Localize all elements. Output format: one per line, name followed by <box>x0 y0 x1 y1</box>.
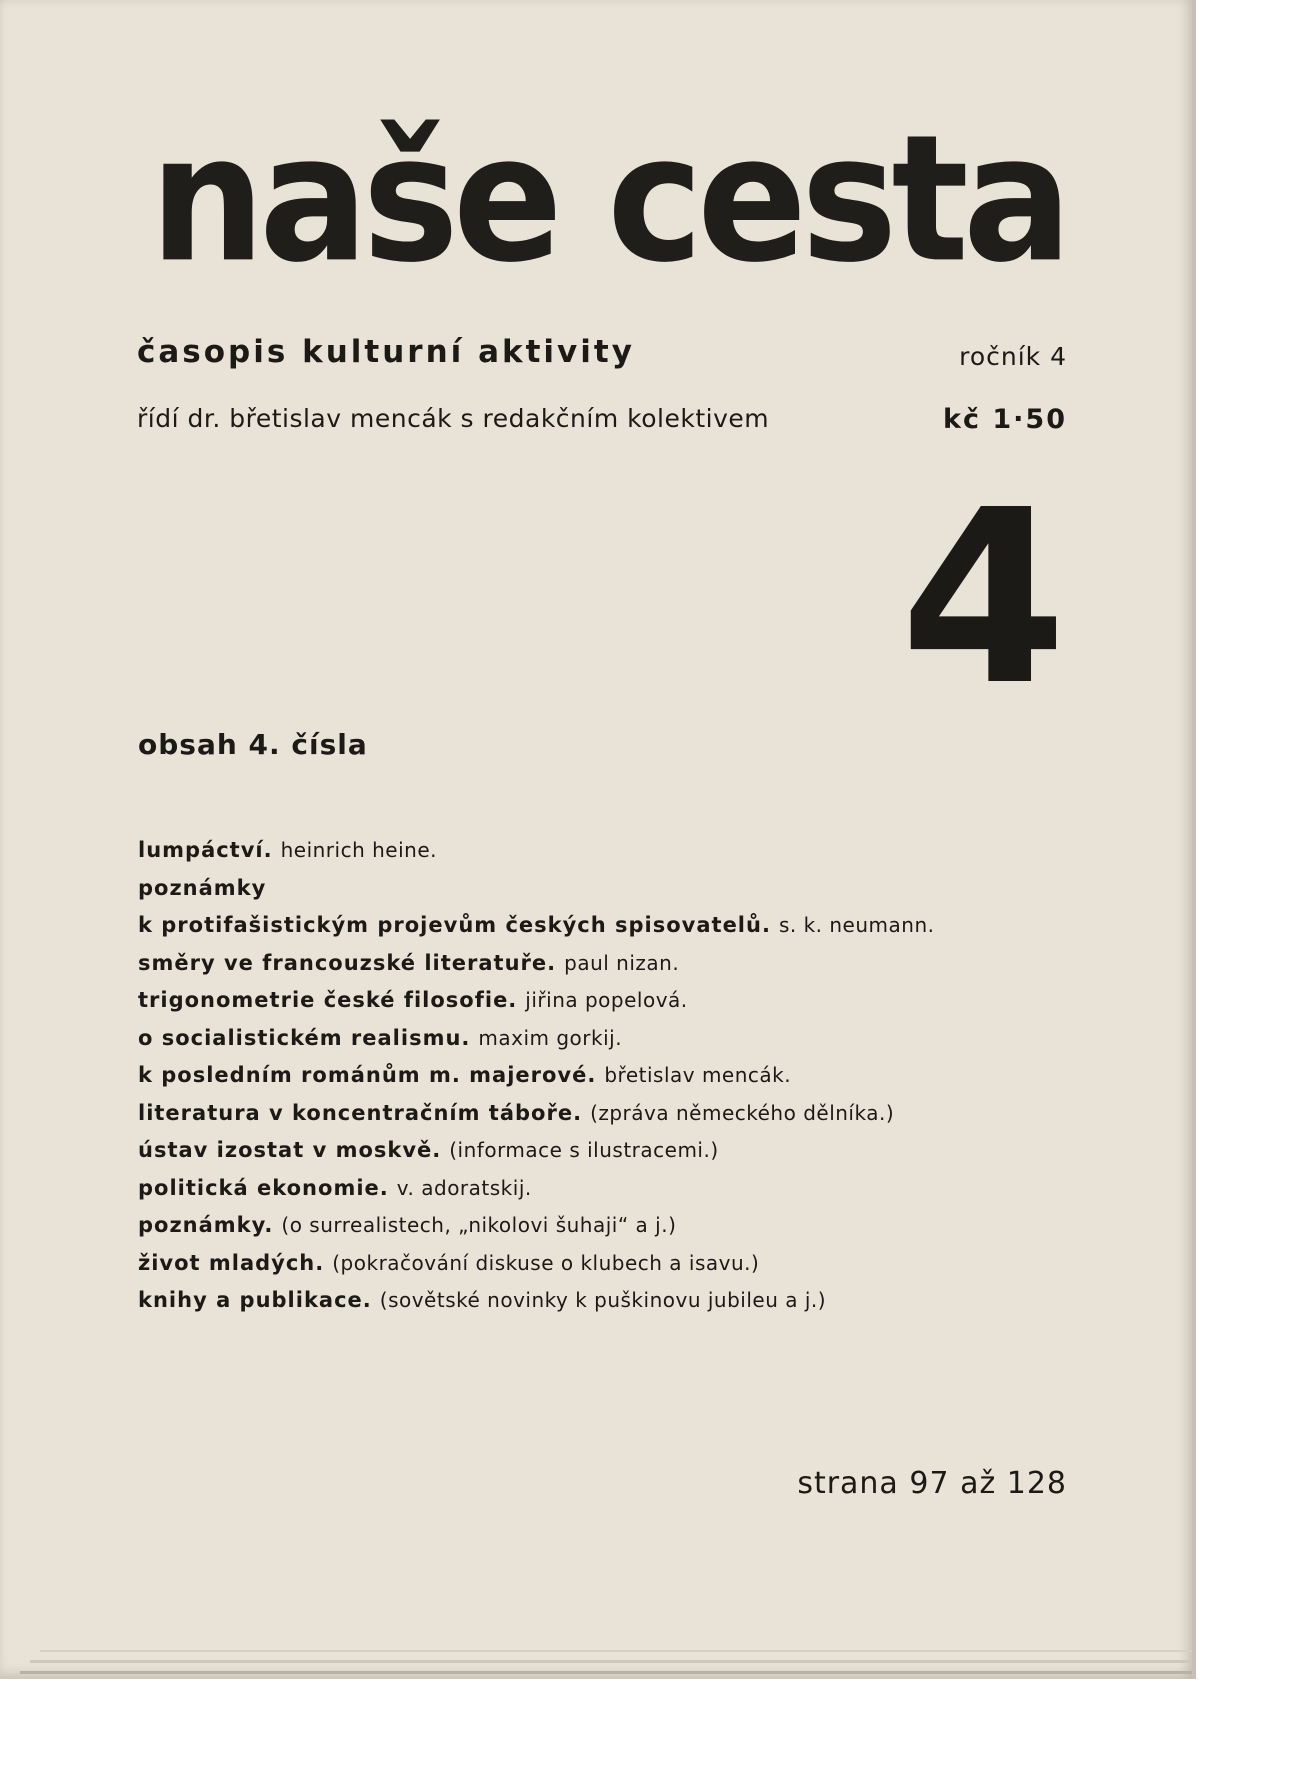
toc-item <box>138 907 934 945</box>
toc-title: k protifašistickým projevům českých spisovatelů. <box>138 913 771 937</box>
toc-item <box>138 832 934 870</box>
toc-author: paul nizan. <box>564 950 680 975</box>
toc-title: poznámky. <box>138 1213 274 1237</box>
magazine-subtitle: časopis kulturní aktivity <box>137 334 635 370</box>
toc-title: ústav izostat v moskvě. <box>138 1138 442 1162</box>
volume-label: ročník 4 <box>959 342 1067 371</box>
toc-author: v. adoratskij. <box>396 1175 532 1200</box>
contents-heading: obsah 4. čísla <box>138 728 368 761</box>
toc-author: (zpráva německého dělníka.) <box>590 1100 895 1125</box>
toc-title: lumpáctví. <box>138 838 273 862</box>
toc-title: život mladých. <box>138 1250 325 1275</box>
toc-item <box>138 1282 934 1320</box>
toc-title: směry ve francouzské literatuře. <box>138 950 557 975</box>
toc-author: s. k. neumann. <box>778 913 935 937</box>
toc-item <box>138 1245 934 1283</box>
toc-title: politická ekonomie. <box>138 1175 389 1200</box>
page-edge <box>30 1660 1192 1663</box>
toc-author: heinrich heine. <box>280 838 437 862</box>
toc-title: knihy a publikace. <box>138 1288 372 1312</box>
toc-author: (pokračování diskuse o klubech a isavu.) <box>332 1250 760 1275</box>
toc-item <box>138 1057 934 1095</box>
table-of-contents <box>138 832 934 1320</box>
toc-item <box>138 1095 934 1133</box>
toc-author: jiřina popelová. <box>525 988 688 1012</box>
toc-title: k posledním románům m. majerové. <box>138 1063 597 1087</box>
issue-number: 4 <box>900 458 1067 738</box>
toc-author: (o surrealistech, „nikolovi šuhaji“ a j.) <box>281 1213 677 1237</box>
price-label: kč 1·50 <box>943 404 1067 435</box>
editor-line: řídí dr. břetislav mencák s redakčním kolektivem <box>137 404 770 433</box>
toc-author: břetislav mencák. <box>604 1063 792 1087</box>
toc-item <box>138 870 934 908</box>
toc-author: maxim gorkij. <box>478 1025 623 1050</box>
page-range: strana 97 až 128 <box>797 1466 1067 1501</box>
toc-item <box>138 1207 934 1245</box>
toc-title: literatura v koncentračním táboře. <box>138 1100 583 1125</box>
toc-item <box>138 1170 934 1208</box>
toc-title: poznámky <box>138 875 267 900</box>
page-edge <box>1192 0 1196 1679</box>
page-edge <box>40 1650 1192 1652</box>
toc-item <box>138 1132 934 1170</box>
toc-author: (sovětské novinky k puškinovu jubileu a j.) <box>379 1288 827 1312</box>
toc-title: trigonometrie české filosofie. <box>138 988 518 1012</box>
toc-author: (informace s ilustracemi.) <box>449 1138 719 1162</box>
toc-item <box>138 945 934 983</box>
toc-item <box>138 1020 934 1058</box>
page-edge <box>20 1671 1192 1674</box>
magazine-title: naše cesta <box>149 98 1067 302</box>
toc-item <box>138 982 934 1020</box>
toc-title: o socialistickém realismu. <box>138 1025 471 1050</box>
